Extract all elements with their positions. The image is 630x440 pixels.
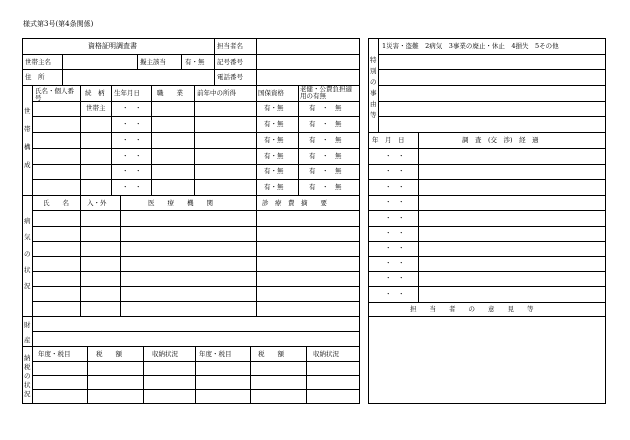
birth-dots-5: ・ ・: [122, 167, 142, 175]
kokuho-umu-5: 有・無: [264, 167, 284, 175]
byoki-side-2: 気: [24, 233, 31, 241]
tokubetsu-side-1: 特: [370, 56, 377, 64]
setai-side-2: 帯: [24, 125, 31, 133]
col-nendo-1: 年度・税目: [38, 350, 71, 358]
umu-label: 有・無: [185, 58, 205, 66]
form-number: 様式第3号(第4条関係): [23, 20, 94, 28]
rouken-umu-5: 有 ・ 無: [309, 167, 342, 175]
byoki-side-4: 状: [24, 266, 31, 274]
nouzei-side-2: 税: [24, 363, 31, 371]
tokubetsu-side-6: 等: [370, 111, 377, 119]
tokubetsu-reasons: 1災害・盗難 2病気 3事業の廃止・休止 4損失 5その他: [382, 42, 559, 50]
birth-dots-1: ・ ・: [122, 104, 142, 112]
tokubetsu-side-5: 由: [370, 100, 377, 108]
col-rouken: 老健・公費負担適用の有無: [300, 85, 352, 101]
col-kokuho: 国保資格: [258, 89, 284, 97]
nouzei-side-3: の: [24, 372, 31, 380]
zaisan-side-1: 財: [24, 321, 31, 329]
date-dots-5: ・ ・: [385, 214, 405, 222]
rouken-umu-1: 有 ・ 無: [309, 104, 342, 112]
nouzei-side-5: 況: [24, 390, 31, 398]
kigou-label: 記号番号: [217, 58, 243, 66]
byoki-side-3: の: [24, 250, 31, 258]
doc-title: 資格証明調査書: [88, 42, 137, 50]
birth-dots-4: ・ ・: [122, 152, 142, 160]
setai-side-4: 成: [24, 161, 31, 169]
setainushi-label: 世帯主名: [25, 58, 51, 66]
date-dots-4: ・ ・: [385, 198, 405, 206]
date-dots-6: ・ ・: [385, 229, 405, 237]
zaisan-side-2: 産: [24, 336, 31, 344]
kokuho-umu-2: 有・無: [264, 120, 284, 128]
tokubetsu-side-3: の: [370, 78, 377, 86]
tokubetsu-side-4: 事: [370, 89, 377, 97]
kokuho-umu-1: 有・無: [264, 104, 284, 112]
date-dots-3: ・ ・: [385, 183, 405, 191]
col-zeigaku-1: 税 額: [96, 350, 122, 358]
jusho-label: 住 所: [25, 73, 45, 81]
kokuho-umu-6: 有・無: [264, 183, 284, 191]
date-dots-8: ・ ・: [385, 259, 405, 267]
tokubetsu-side-2: 別: [370, 67, 377, 75]
nouzei-side-4: 状: [24, 381, 31, 389]
tanto-label: 担当者名: [217, 42, 243, 50]
date-dots-2: ・ ・: [385, 167, 405, 175]
byoki-side-5: 況: [24, 282, 31, 290]
col-zokugara: 続 柄: [85, 89, 105, 97]
col-nendo-2: 年度・税目: [199, 350, 232, 358]
col-shuno-2: 収納状況: [313, 350, 339, 358]
col-nengappi: 年 月 日: [372, 136, 405, 144]
col-birth: 生年月日: [114, 89, 140, 97]
birth-dots-3: ・ ・: [122, 136, 142, 144]
setai-side-1: 世: [24, 107, 31, 115]
date-dots-7: ・ ・: [385, 244, 405, 252]
col-shinryo: 診 療 費 摘 要: [262, 199, 327, 207]
date-dots-10: ・ ・: [385, 290, 405, 298]
date-dots-1: ・ ・: [385, 152, 405, 160]
kokuho-umu-3: 有・無: [264, 136, 284, 144]
col-income: 前年中の所得: [197, 89, 236, 97]
rouken-umu-4: 有 ・ 無: [309, 152, 342, 160]
setainushi-cell: 世帯主: [86, 104, 106, 112]
col-name: 氏名・個人番号: [35, 87, 74, 103]
col-job: 職 業: [157, 89, 183, 97]
col-iryo: 医 療 機 関: [148, 199, 213, 207]
setai-side-3: 構: [24, 143, 31, 151]
date-dots-9: ・ ・: [385, 274, 405, 282]
rouken-umu-3: 有 ・ 無: [309, 136, 342, 144]
birth-dots-6: ・ ・: [122, 183, 142, 191]
denwa-label: 電話番号: [217, 73, 243, 81]
col-shuno-1: 収納状況: [152, 350, 178, 358]
birth-dots-2: ・ ・: [122, 120, 142, 128]
col-shimei: 氏 名: [43, 199, 69, 207]
col-zeigaku-2: 税 額: [258, 350, 284, 358]
byoki-side-1: 病: [24, 217, 31, 225]
col-chosa: 調 査 (交 渉) 経 過: [462, 136, 539, 144]
iken-label: 担 当 者 の 意 見 等: [410, 305, 534, 313]
rouken-umu-2: 有 ・ 無: [309, 120, 342, 128]
hifuyou-label: 擬主該当: [140, 58, 166, 66]
rouken-umu-6: 有 ・ 無: [309, 183, 342, 191]
nouzei-side-1: 納: [24, 354, 31, 362]
col-nyugai: 入・外: [87, 199, 107, 207]
kokuho-umu-4: 有・無: [264, 152, 284, 160]
